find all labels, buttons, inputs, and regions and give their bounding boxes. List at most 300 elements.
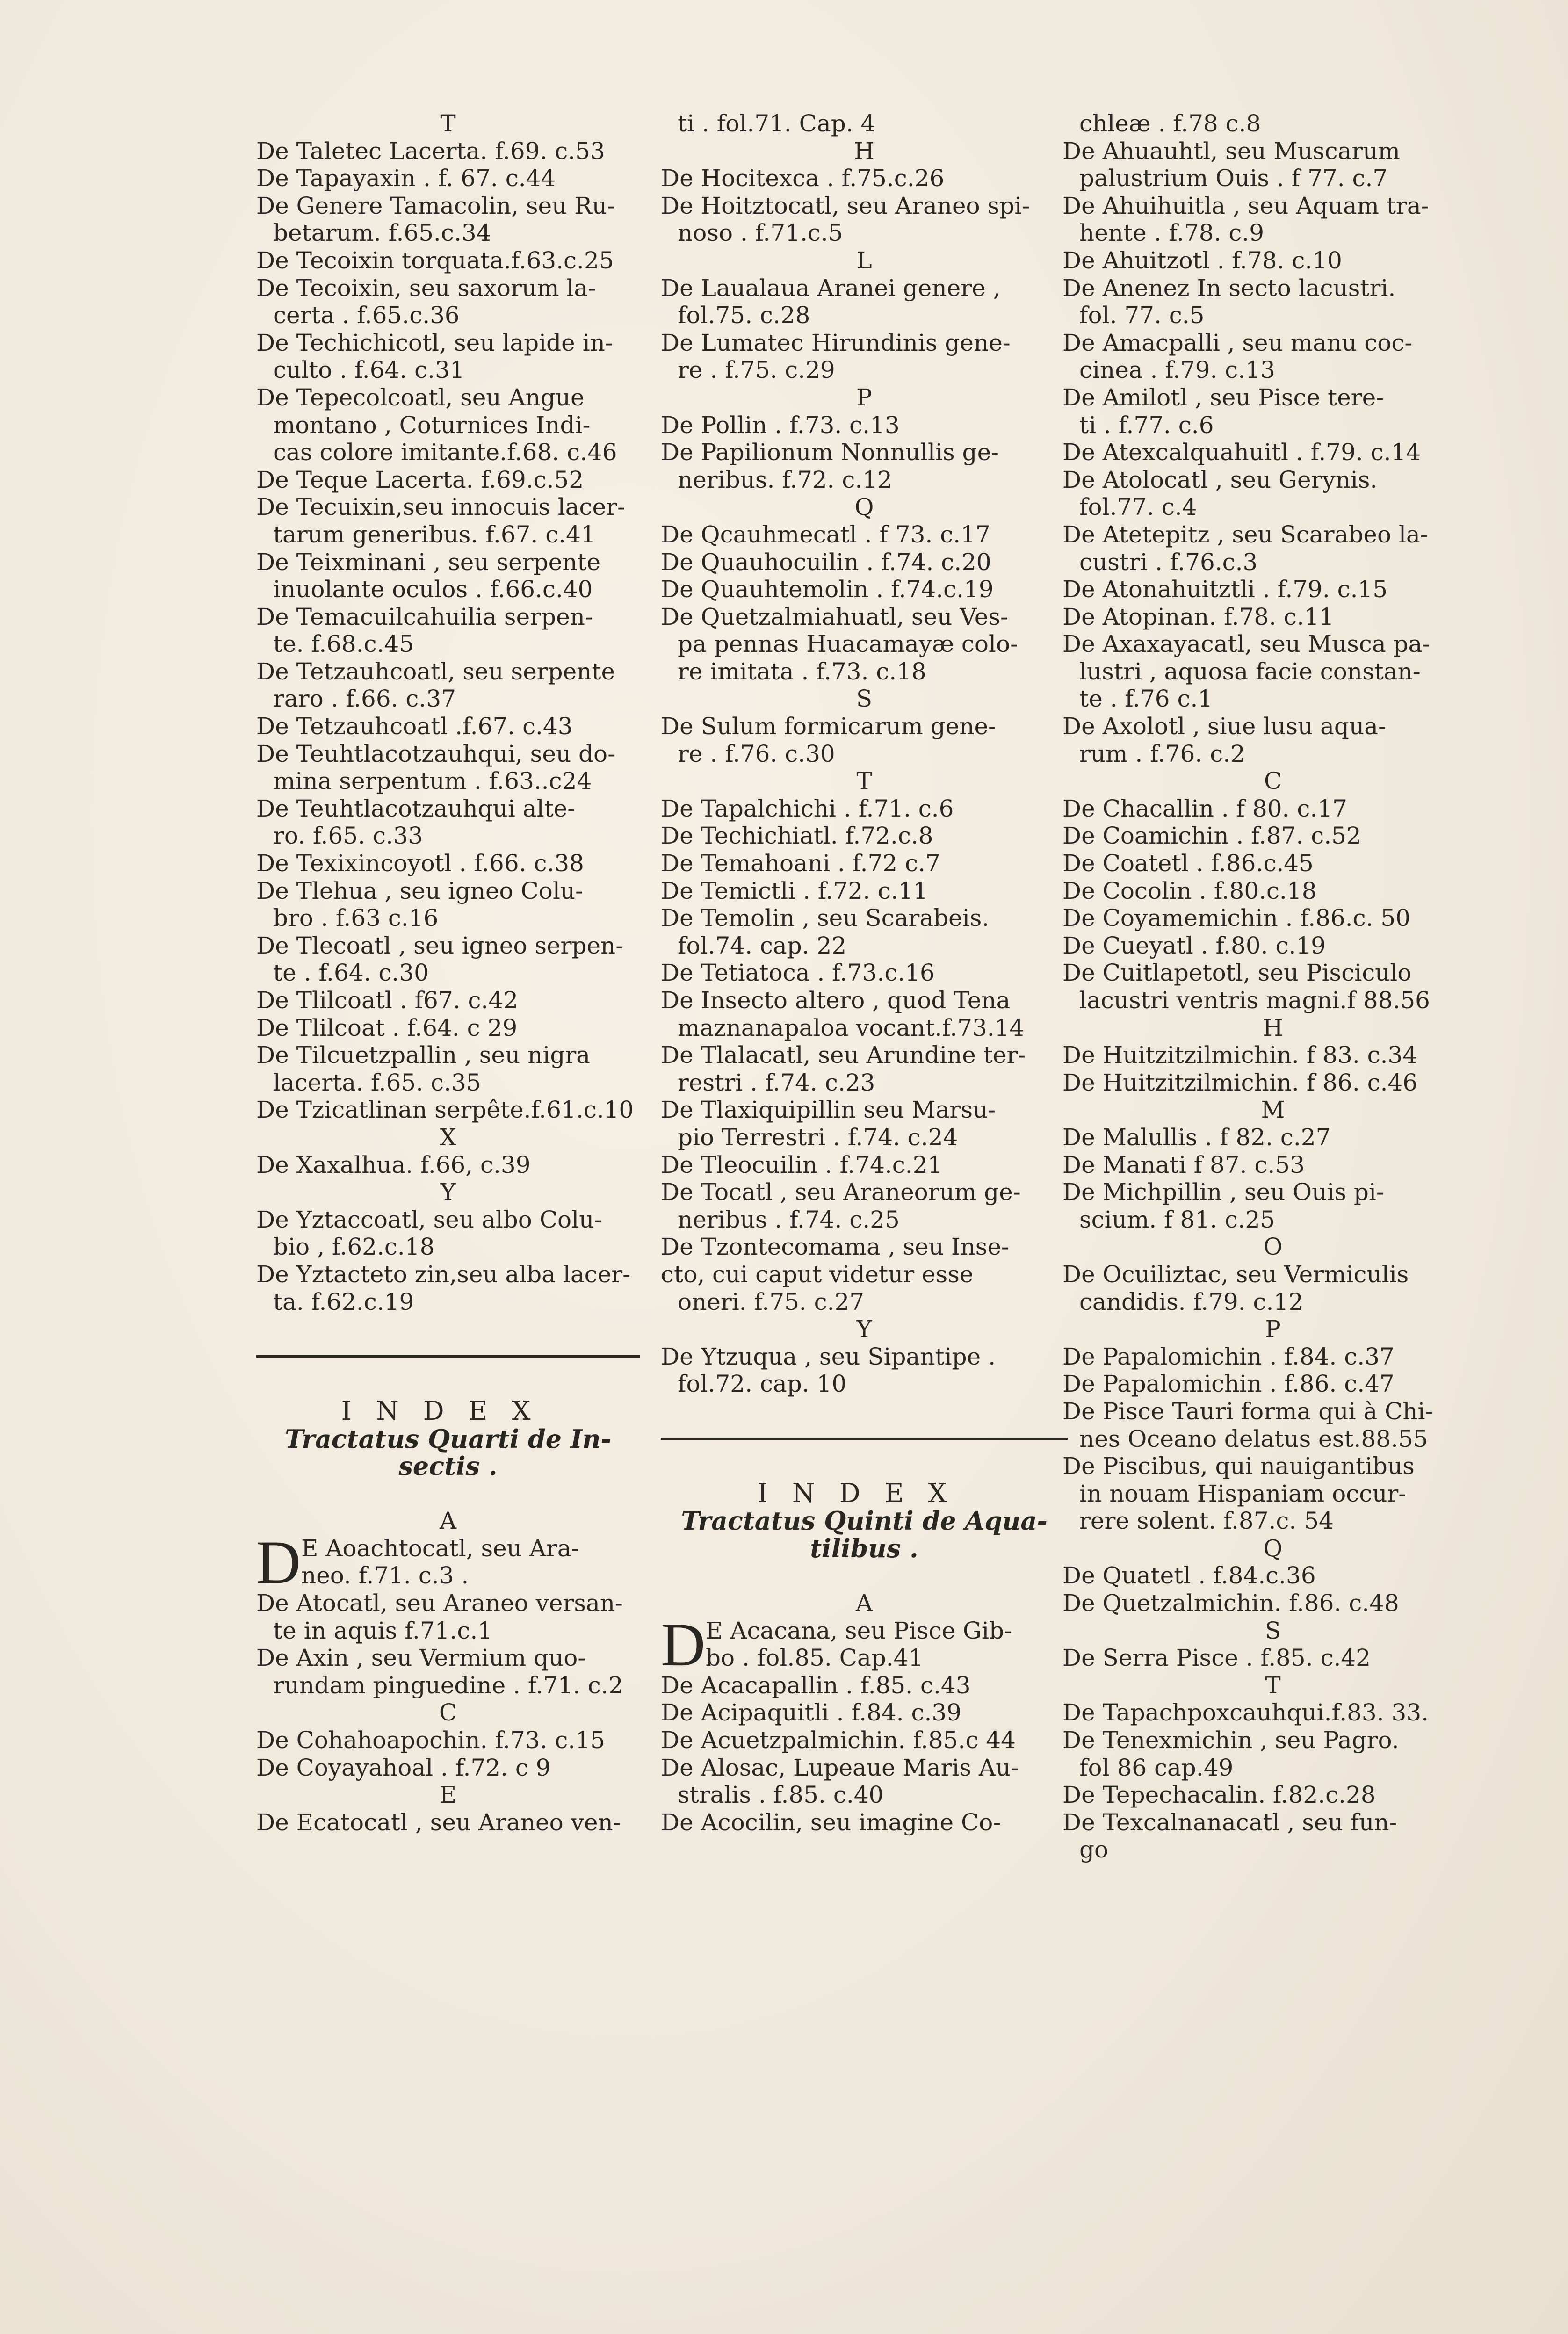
- index-entry-continuation: [256, 959, 640, 987]
- line-text: S: [1265, 1617, 1281, 1644]
- index-entry: [1062, 1562, 1483, 1590]
- index-entry-continuation: [661, 302, 1068, 329]
- index-entry: [1062, 1590, 1483, 1617]
- line-text: fol. 77. c.5: [1079, 302, 1205, 329]
- index-entry: [1062, 1343, 1483, 1371]
- line-text: De Tetzauhcoatl, seu serpente: [256, 658, 615, 685]
- index-entry-continuation: [1062, 110, 1483, 137]
- line-text: De Axolotl , siue lusu aqua-: [1062, 713, 1386, 740]
- index-entry-continuation: [256, 1562, 640, 1590]
- line-text: De Tzontecomama , seu Inse-: [661, 1233, 1009, 1261]
- line-text: INDEX: [757, 1478, 971, 1509]
- index-entry: [256, 850, 640, 877]
- spacer: [256, 1315, 640, 1343]
- line-text: De Acacapallin . f.85. c.43: [661, 1671, 971, 1699]
- index-entry: [1062, 384, 1483, 412]
- line-text: rum . f.76. c.2: [1079, 740, 1245, 767]
- line-text: De Atolocatl , seu Gerynis.: [1062, 466, 1378, 493]
- index-entry: [256, 795, 640, 823]
- index-entry: [1062, 1398, 1483, 1425]
- section-letter: [661, 767, 1068, 795]
- index-entry: [256, 247, 640, 275]
- index-entry: [661, 795, 1068, 823]
- index-entry-continuation: [661, 630, 1068, 658]
- line-text: fol.75. c.28: [678, 302, 810, 329]
- index-entry-continuation: [256, 1672, 640, 1699]
- index-entry: [661, 1041, 1068, 1069]
- section-letter: [1062, 1535, 1483, 1562]
- line-text: De Tocatl , seu Araneorum ge-: [661, 1178, 1021, 1206]
- line-text: De Cuitlapetotl, seu Pisciculo: [1062, 959, 1412, 987]
- section-letter: [661, 247, 1068, 275]
- line-text: ro. f.65. c.33: [273, 822, 423, 850]
- line-text: A: [439, 1507, 457, 1535]
- line-text: scium. f 81. c.25: [1079, 1206, 1275, 1233]
- index-entry-continuation: [256, 521, 640, 549]
- index-column-middle: [661, 110, 1068, 1836]
- index-entry: [256, 384, 640, 412]
- line-text: De Papalomichin . f.86. c.47: [1062, 1370, 1395, 1398]
- line-text: re . f.76. c.30: [678, 740, 835, 767]
- index-entry-continuation: [1062, 1754, 1483, 1782]
- line-text: De Huitzitzilmichin. f 83. c.34: [1062, 1041, 1418, 1069]
- index-entry-continuation: [661, 1014, 1068, 1042]
- index-entry: [1062, 1178, 1483, 1206]
- line-text: S: [856, 685, 873, 713]
- section-letter: [256, 1699, 640, 1727]
- index-entry: [661, 439, 1068, 466]
- index-entry: [256, 192, 640, 220]
- drop-cap-letter: D: [256, 1527, 301, 1597]
- index-entry: [256, 603, 640, 631]
- section-letter: [256, 1507, 640, 1535]
- section-letter: [661, 137, 1068, 165]
- index-entry: [1062, 1809, 1483, 1836]
- index-entry-continuation: [256, 439, 640, 466]
- line-text: te. f.68.c.45: [273, 630, 414, 658]
- index-entry-continuation: [256, 1233, 640, 1261]
- line-text: De Manati f 87. c.53: [1062, 1151, 1305, 1178]
- line-text: De Ecatocatl , seu Araneo ven-: [256, 1808, 621, 1836]
- index-entry-continuation: [256, 302, 640, 329]
- index-entry-continuation: [661, 932, 1068, 960]
- index-entry: [661, 1672, 1068, 1699]
- line-text: ti . f.77. c.6: [1079, 411, 1214, 439]
- index-entry: [1062, 1370, 1483, 1398]
- line-text: De Pisce Tauri forma qui à Chi-: [1062, 1397, 1433, 1425]
- line-text: lacerta. f.65. c.35: [273, 1069, 481, 1096]
- line-text: C: [1264, 767, 1282, 795]
- line-text: stralis . f.85. c.40: [678, 1781, 884, 1809]
- index-entry: [1062, 1261, 1483, 1288]
- line-text: De Tenexmichin , seu Pagro.: [1062, 1727, 1399, 1754]
- index-entry: [661, 192, 1068, 220]
- index-entry-continuation: [1062, 219, 1483, 247]
- line-text: A: [855, 1590, 873, 1617]
- section-letter: [661, 1590, 1068, 1617]
- line-text: certa . f.65.c.36: [273, 302, 460, 329]
- section-letter: [661, 493, 1068, 521]
- index-entry: [661, 850, 1068, 877]
- index-entry: [256, 1206, 640, 1234]
- line-text: in nouam Hispaniam occur-: [1079, 1480, 1407, 1507]
- section-letter: [1062, 1096, 1483, 1124]
- line-text: De Pollin . f.73. c.13: [661, 411, 900, 439]
- index-entry: [661, 1233, 1068, 1261]
- line-text: candidis. f.79. c.12: [1079, 1288, 1304, 1315]
- index-entry: [256, 1014, 640, 1042]
- line-text: De Temictli . f.72. c.11: [661, 877, 928, 904]
- line-text: De Temacuilcahuilia serpen-: [256, 603, 593, 630]
- line-text: De Tecuixin,seu innocuis lacer-: [256, 493, 625, 521]
- index-entry: [1062, 1727, 1483, 1754]
- line-text: De Cohahoapochin. f.73. c.15: [256, 1727, 605, 1754]
- line-text: De Acipaquitli . f.84. c.39: [661, 1699, 961, 1727]
- line-text: De Ahuihuitla , seu Aquam tra-: [1062, 192, 1429, 219]
- index-entry: [256, 1096, 640, 1124]
- line-text: ti . fol.71. Cap. 4: [678, 110, 876, 137]
- line-text: De Laualaua Aranei genere ,: [661, 274, 1001, 302]
- line-text: De Ocuiliztac, seu Vermiculis: [1062, 1260, 1409, 1288]
- index-entry-continuation: [256, 630, 640, 658]
- index-entry: [1062, 932, 1483, 960]
- line-text: De Yztaccoatl, seu albo Colu-: [256, 1206, 602, 1233]
- index-entry: [256, 466, 640, 494]
- index-entry: [661, 1754, 1068, 1782]
- line-text: De Qcauhmecatl . f 73. c.17: [661, 520, 990, 548]
- index-entry-continuation: [661, 1288, 1068, 1316]
- line-text: restri . f.74. c.23: [678, 1069, 875, 1096]
- line-text: De Techichiatl. f.72.c.8: [661, 822, 933, 850]
- index-entry: [661, 1178, 1068, 1206]
- line-text: T: [1265, 1671, 1281, 1699]
- treatise-title: [661, 1535, 1068, 1562]
- section-letter: [661, 1315, 1068, 1343]
- line-text: De Anenez In secto lacustri.: [1062, 274, 1396, 302]
- treatise-title: [256, 1425, 640, 1453]
- line-text: De Michpillin , seu Ouis pi-: [1062, 1178, 1384, 1206]
- line-text: De Tlalacatl, seu Arundine ter-: [661, 1041, 1026, 1069]
- index-entry: [1062, 1041, 1483, 1069]
- section-letter: [256, 1124, 640, 1151]
- line-text: lacustri ventris magni.f 88.56: [1079, 987, 1430, 1014]
- index-entry: [1062, 850, 1483, 877]
- index-entry: [256, 137, 640, 165]
- index-entry: [661, 987, 1068, 1014]
- index-entry: [256, 932, 640, 960]
- line-text: De Texixincoyotl . f.66. c.38: [256, 850, 584, 877]
- line-text: De Tetiatoca . f.73.c.16: [661, 959, 935, 987]
- line-text: De Acuetzpalmichin. f.85.c 44: [661, 1727, 1016, 1754]
- line-text: pio Terrestri . f.74. c.24: [678, 1123, 958, 1151]
- line-text: T: [440, 110, 456, 137]
- index-entry-continuation: [661, 658, 1068, 686]
- line-text: De Hoitztocatl, seu Araneo spi-: [661, 192, 1030, 219]
- index-entry: [256, 658, 640, 686]
- line-text: Tractatus Quinti de Aqua-: [681, 1506, 1048, 1536]
- line-text: De Texcalnanacatl , seu fun-: [1062, 1808, 1397, 1836]
- line-text: De Axaxayacatl, seu Musca pa-: [1062, 630, 1431, 658]
- line-text: tarum generibus. f.67. c.41: [273, 520, 596, 548]
- index-entry: [256, 987, 640, 1014]
- line-text: De Sulum formicarum gene-: [661, 713, 996, 740]
- line-text: De Malullis . f 82. c.27: [1062, 1123, 1331, 1151]
- line-text: fol 86 cap.49: [1079, 1754, 1234, 1781]
- section-letter: [256, 1178, 640, 1206]
- line-text: De Teuhtlacotzauhqui, seu do-: [256, 740, 616, 767]
- treatise-title: [661, 1507, 1068, 1535]
- section-letter: [256, 1781, 640, 1809]
- index-entry: [661, 1151, 1068, 1179]
- line-text: rundam pinguedine . f.71. c.2: [273, 1671, 623, 1699]
- line-text: De Amacpalli , seu manu coc-: [1062, 329, 1413, 356]
- line-text: De Quauhtemolin . f.74.c.19: [661, 576, 994, 603]
- index-entry: [256, 329, 640, 357]
- index-entry: [1062, 1124, 1483, 1151]
- index-entry: [1062, 1151, 1483, 1179]
- line-text: fol.74. cap. 22: [678, 932, 847, 959]
- line-text: mina serpentum . f.63..c24: [273, 767, 592, 795]
- index-entry: [1062, 137, 1483, 165]
- line-text: Q: [854, 493, 874, 521]
- line-text: De Coamichin . f.87. c.52: [1062, 822, 1361, 850]
- spacer: [661, 1562, 1068, 1590]
- line-text: De Acocilin, seu imagine Co-: [661, 1808, 1001, 1836]
- line-text: H: [1263, 1014, 1283, 1041]
- index-entry: [661, 959, 1068, 987]
- index-entry: [256, 1644, 640, 1672]
- line-text: re imitata . f.73. c.18: [678, 658, 926, 685]
- index-entry: [1062, 795, 1483, 823]
- index-entry: [1062, 1699, 1483, 1727]
- line-text: De Atonahuitztli . f.79. c.15: [1062, 576, 1388, 603]
- index-entry-continuation: [1062, 685, 1483, 713]
- line-text: De Tecoixin, seu saxorum la-: [256, 274, 596, 302]
- line-text: De Cocolin . f.80.c.18: [1062, 877, 1317, 904]
- index-entry: [1062, 603, 1483, 631]
- index-entry: [256, 740, 640, 768]
- line-text: De Tlilcoatl . f67. c.42: [256, 987, 519, 1014]
- line-text: E Aoachtocatl, seu Ara-: [301, 1534, 579, 1562]
- line-text: De Quauhocuilin . f.74. c.20: [661, 548, 991, 576]
- line-text: hente . f.78. c.9: [1079, 219, 1265, 247]
- index-entry: [1062, 904, 1483, 932]
- line-text: De Teixminani , seu serpente: [256, 548, 601, 576]
- index-entry-continuation: [256, 1288, 640, 1316]
- index-entry-continuation: [661, 1781, 1068, 1809]
- line-text: E Acacana, seu Pisce Gib-: [706, 1617, 1012, 1644]
- spacer: [256, 1480, 640, 1508]
- line-text: oneri. f.75. c.27: [678, 1288, 865, 1315]
- index-entry-continuation: [256, 685, 640, 713]
- index-entry-continuation: [661, 356, 1068, 384]
- line-text: De Tlecoatl , seu igneo serpen-: [256, 932, 624, 959]
- index-entry: [1062, 247, 1483, 275]
- line-text: Q: [1263, 1534, 1283, 1562]
- line-text: De Hocitexca . f.75.c.26: [661, 165, 945, 192]
- line-text: De Huitzitzilmichin. f 86. c.46: [1062, 1069, 1418, 1096]
- line-text: De Tapayaxin . f. 67. c.44: [256, 165, 556, 192]
- line-text: De Tepechacalin. f.82.c.28: [1062, 1781, 1376, 1809]
- line-text: De Serra Pisce . f.85. c.42: [1062, 1644, 1371, 1672]
- index-entry-continuation: [256, 822, 640, 850]
- section-letter: [1062, 1672, 1483, 1699]
- line-text: L: [856, 246, 872, 274]
- line-text: De Teuhtlacotzauhqui alte-: [256, 795, 576, 822]
- index-entry: [661, 822, 1068, 850]
- line-text: raro . f.66. c.37: [273, 685, 456, 713]
- line-text: De Tlehua , seu igneo Colu-: [256, 877, 583, 904]
- index-entry: [256, 1261, 640, 1288]
- index-entry-continuation: [1062, 1507, 1483, 1535]
- line-text: sectis .: [398, 1451, 498, 1481]
- index-entry: [661, 713, 1068, 740]
- index-entry-continuation: [1062, 493, 1483, 521]
- index-entry: [256, 713, 640, 740]
- index-entry: [1062, 521, 1483, 549]
- index-entry-continuation: [1062, 1288, 1483, 1316]
- section-letter: [1062, 1617, 1483, 1645]
- line-text: go: [1079, 1836, 1109, 1864]
- line-text: ta. f.62.c.19: [273, 1288, 414, 1315]
- index-entry-continuation: [1062, 165, 1483, 192]
- index-entry-continuation: [661, 1124, 1068, 1151]
- line-text: bo . fol.85. Cap.41: [706, 1644, 924, 1672]
- line-text: De Lumatec Hirundinis gene-: [661, 329, 1011, 356]
- line-text: C: [439, 1699, 457, 1727]
- index-heading: [661, 1480, 1068, 1508]
- line-text: Tractatus Quarti de In-: [285, 1424, 611, 1454]
- index-entry: [256, 877, 640, 905]
- line-text: De Chacallin . f 80. c.17: [1062, 795, 1347, 822]
- line-text: te in aquis f.71.c.1: [273, 1617, 493, 1644]
- spacer: [661, 1452, 1068, 1480]
- line-text: De Atocatl, seu Araneo versan-: [256, 1590, 623, 1617]
- index-entry-continuation: [1062, 1480, 1483, 1508]
- line-text: De Temahoani . f.72 c.7: [661, 850, 940, 877]
- line-text: De Genere Tamacolin, seu Ru-: [256, 192, 615, 219]
- line-text: Y: [440, 1178, 456, 1206]
- line-text: Y: [856, 1315, 872, 1343]
- line-text: cto, cui caput videtur esse: [661, 1260, 974, 1288]
- divider-rule: [256, 1343, 640, 1371]
- line-text: P: [1265, 1315, 1281, 1343]
- line-text: betarum. f.65.c.34: [273, 219, 491, 247]
- line-text: neribus. f.72. c.12: [678, 466, 892, 493]
- index-entry-continuation: [661, 1644, 1068, 1672]
- line-text: De Atopinan. f.78. c.11: [1062, 603, 1334, 630]
- index-entry-continuation: [1062, 356, 1483, 384]
- index-entry-continuation: [1062, 549, 1483, 576]
- index-entry-continuation: [661, 466, 1068, 494]
- line-text: De Quetzalmichin. f.86. c.48: [1062, 1590, 1399, 1617]
- line-text: De Yztacteto zin,seu alba lacer-: [256, 1260, 631, 1288]
- index-entry-continuation: [661, 1370, 1068, 1398]
- index-entry-continuation: [661, 740, 1068, 768]
- index-entry: [1062, 1781, 1483, 1809]
- index-entry: [661, 329, 1068, 357]
- index-entry: [661, 603, 1068, 631]
- index-entry: [1062, 959, 1483, 987]
- treatise-title: [256, 1452, 640, 1480]
- line-text: De Tlilcoat . f.64. c 29: [256, 1014, 518, 1041]
- line-text: X: [440, 1123, 456, 1151]
- line-text: De Insecto altero , quod Tena: [661, 987, 1011, 1014]
- line-text: De Alosac, Lupeaue Maris Au-: [661, 1754, 1019, 1781]
- index-entry: [256, 1727, 640, 1754]
- section-letter: [1062, 1315, 1483, 1343]
- index-entry-continuation: [256, 1069, 640, 1097]
- index-entry-continuation: [661, 110, 1068, 137]
- index-column-right: [1062, 110, 1483, 1864]
- line-text: M: [1261, 1096, 1285, 1124]
- line-text: De Teque Lacerta. f.69.c.52: [256, 466, 584, 493]
- index-entry: [661, 1096, 1068, 1124]
- index-entry: [661, 576, 1068, 603]
- spacer: [661, 1398, 1068, 1425]
- line-text: rere solent. f.87.c. 54: [1079, 1507, 1334, 1535]
- line-text: De Coyayahoal . f.72. c 9: [256, 1754, 551, 1781]
- line-text: pa pennas Huacamayæ colo-: [678, 630, 1018, 658]
- index-entry: [661, 1699, 1068, 1727]
- line-text: fol.72. cap. 10: [678, 1370, 847, 1398]
- index-entry: [661, 275, 1068, 302]
- index-entry: [661, 1343, 1068, 1371]
- index-entry-continuation: [1062, 740, 1483, 768]
- index-entry: [1062, 630, 1483, 658]
- index-column-left: [256, 110, 640, 1836]
- line-text: INDEX: [341, 1395, 555, 1426]
- index-entry: [256, 1041, 640, 1069]
- line-text: De Axin , seu Vermium quo-: [256, 1644, 586, 1672]
- line-text: De Xaxalhua. f.66, c.39: [256, 1151, 531, 1178]
- line-text: te . f.64. c.30: [273, 959, 429, 987]
- index-entry: [1062, 822, 1483, 850]
- index-entry: [1062, 329, 1483, 357]
- line-text: De Ahuauhtl, seu Muscarum: [1062, 137, 1400, 165]
- line-text: De Ahuitzotl . f.78. c.10: [1062, 246, 1342, 274]
- line-text: De Tzicatlinan serpête.f.61.c.10: [256, 1096, 634, 1124]
- index-entry: [661, 904, 1068, 932]
- line-text: custri . f.76.c.3: [1079, 548, 1258, 576]
- line-text: culto . f.64. c.31: [273, 356, 465, 384]
- line-text: De Tepecolcoatl, seu Angue: [256, 383, 585, 411]
- index-entry-continuation: [1062, 987, 1483, 1014]
- line-text: montano , Coturnices Indi-: [273, 411, 591, 439]
- index-entry: [256, 1809, 640, 1836]
- line-text: De Piscibus, qui nauigantibus: [1062, 1452, 1415, 1480]
- index-entry: [1062, 1644, 1483, 1672]
- line-text: noso . f.71.c.5: [678, 219, 843, 247]
- line-text: De Papilionum Nonnullis ge-: [661, 439, 999, 466]
- section-letter: [661, 384, 1068, 412]
- section-letter: [256, 110, 640, 137]
- line-text: palustrium Ouis . f 77. c.7: [1079, 165, 1388, 192]
- index-entry: [661, 549, 1068, 576]
- line-text: De Tapachpoxcauhqui.f.83. 33.: [1062, 1699, 1429, 1727]
- line-text: De Taletec Lacerta. f.69. c.53: [256, 137, 605, 165]
- index-entry: [661, 165, 1068, 192]
- index-entry: [256, 549, 640, 576]
- index-entry: [1062, 877, 1483, 905]
- index-entry: [661, 1809, 1068, 1836]
- line-text: De Tilcuetzpallin , seu nigra: [256, 1041, 591, 1069]
- line-text: De Tapalchichi . f.71. c.6: [661, 795, 954, 822]
- section-letter: [661, 685, 1068, 713]
- line-text: te . f.76 c.1: [1079, 685, 1213, 713]
- line-text: De Coatetl . f.86.c.45: [1062, 850, 1314, 877]
- section-letter: [1062, 1233, 1483, 1261]
